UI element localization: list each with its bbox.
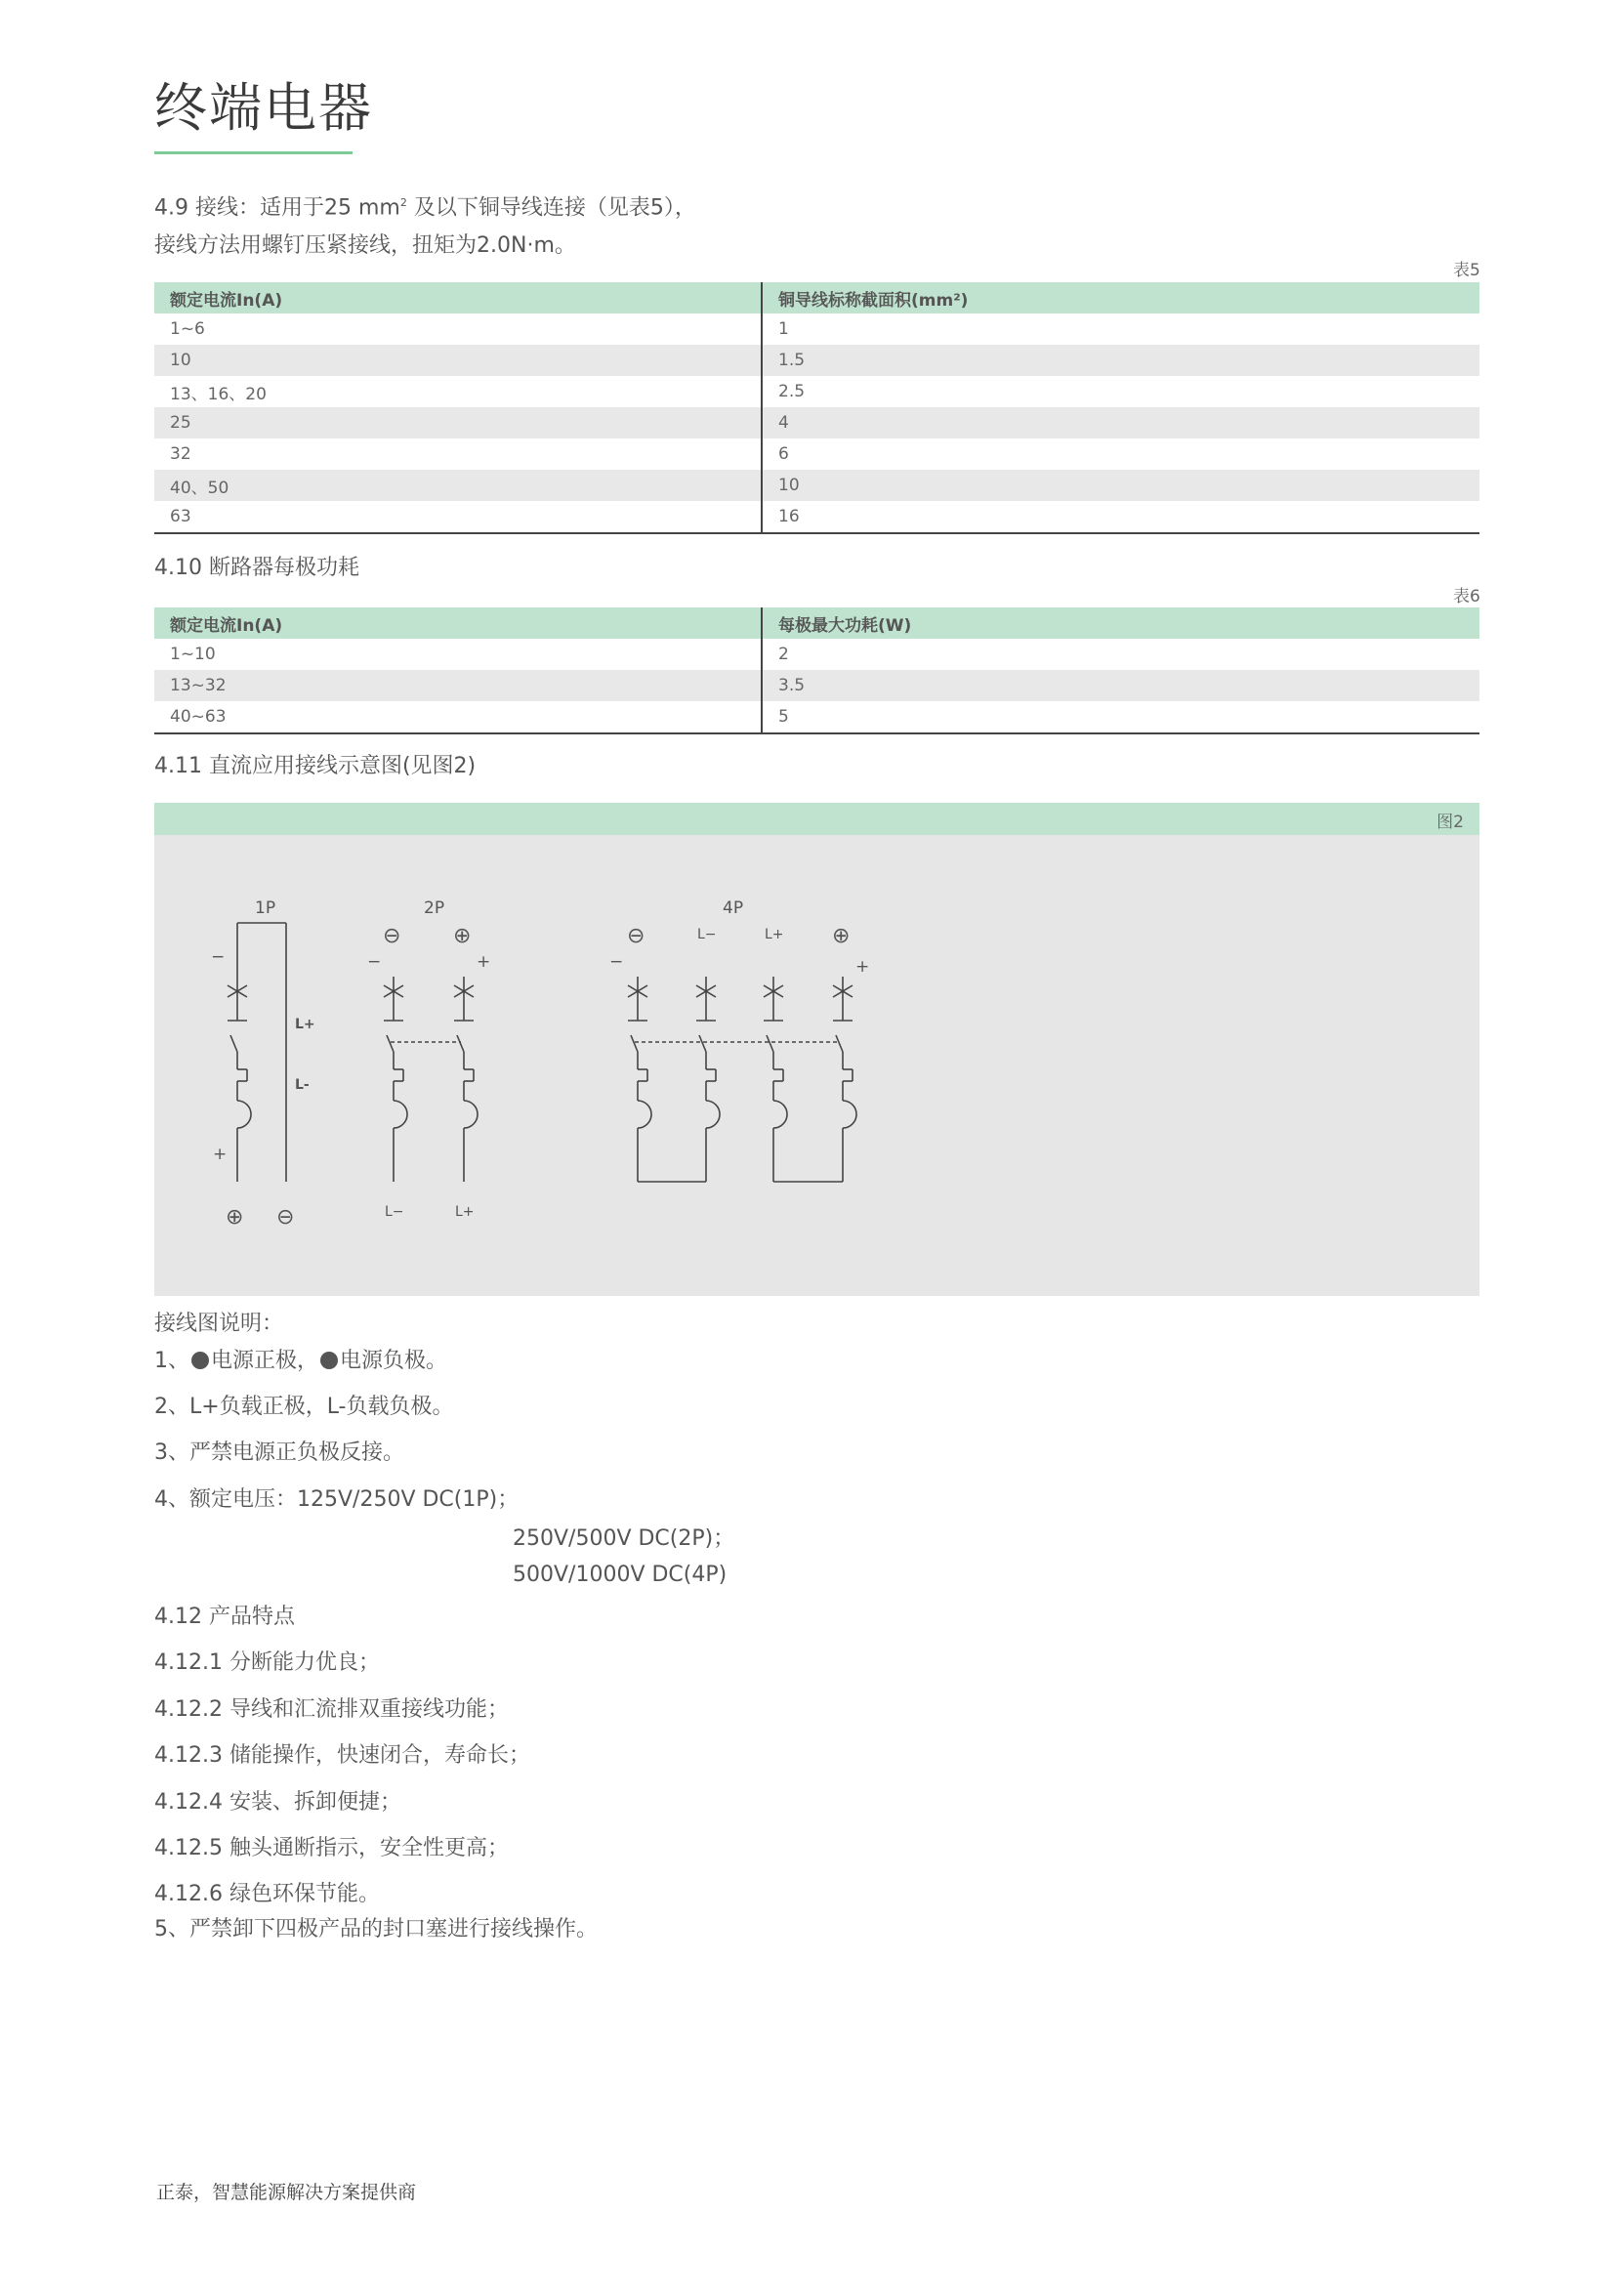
- wiring-note-4-2p: 250V/500V DC(2P)；: [513, 1526, 735, 1551]
- table-row: [154, 313, 1479, 345]
- diagram-1p-plus: +: [213, 1145, 228, 1164]
- table-cell: 1.5: [762, 345, 1479, 376]
- table-cell: 2: [778, 645, 789, 664]
- diagram-2p-title: 2P: [424, 898, 445, 918]
- diagram-4p-title: 4P: [723, 898, 744, 918]
- diagram-1p-minus: −: [211, 947, 226, 967]
- table-row: [154, 345, 1479, 376]
- table-cell: 5: [762, 701, 1479, 733]
- feature-item: 4.12.6 绿色环保节能。: [154, 1882, 380, 1906]
- table-cell: 40~63: [154, 701, 762, 733]
- feature-item: 4.12.5 触头通断指示，安全性更高；: [154, 1836, 509, 1860]
- table-cell: 63: [154, 501, 762, 533]
- diagram-4p-minus: −: [609, 952, 624, 972]
- diagram-4p-plus: +: [855, 957, 870, 977]
- table-cell: 1~6: [154, 313, 762, 345]
- wiring-notes-heading: 接线图说明：: [154, 1312, 284, 1336]
- diagram-2p-lplus: L+: [455, 1204, 475, 1220]
- table-header-row: [154, 282, 1479, 313]
- table-row: [154, 701, 1479, 733]
- diagram-2p-minus: −: [367, 952, 382, 972]
- table-row: [154, 670, 1479, 701]
- section-4-10-heading: 4.10 断路器每极功耗: [154, 556, 359, 580]
- table-header-row: [154, 607, 1479, 639]
- table5: [154, 282, 1479, 534]
- table-cell: 16: [762, 501, 1479, 533]
- table6: [154, 607, 1479, 734]
- table-row: [154, 407, 1479, 438]
- table-cell: 3.5: [762, 670, 1479, 701]
- table5-col1-header: 额定电流In(A): [154, 282, 762, 313]
- diagram-4p-terminal-plus: ⊕: [832, 924, 851, 948]
- diagram-4p-lplus: L+: [765, 927, 784, 942]
- table-cell: 1~10: [154, 639, 762, 670]
- diagram-1p-terminal-plus: ⊕: [226, 1205, 244, 1230]
- table-row: [154, 376, 1479, 407]
- section-4-9-line2: 接线方法用螺钉压紧接线，扭矩为2.0N·m。: [154, 233, 576, 258]
- table-row: [154, 639, 1479, 670]
- diagram-1p-lplus: L+: [295, 1017, 315, 1032]
- table-cell: 13、16、20: [154, 376, 762, 407]
- table6-col1-header: 额定电流In(A): [154, 607, 762, 639]
- diagram-1p-lminus: L-: [295, 1077, 310, 1093]
- filled-dot-icon: [320, 1352, 338, 1369]
- section-4-11-heading: 4.11 直流应用接线示意图(见图2): [154, 754, 477, 778]
- diagram-1p-title: 1P: [255, 898, 276, 918]
- diagram-1p-terminal-minus: ⊖: [276, 1205, 295, 1230]
- table-row: [154, 501, 1479, 533]
- table-row: [154, 470, 1479, 501]
- note-5: 5、严禁卸下四极产品的封口塞进行接线操作。: [154, 1917, 598, 1941]
- table-cell: 10: [762, 470, 1479, 501]
- feature-item: 4.12.4 安装、拆卸便捷；: [154, 1790, 401, 1815]
- table-cell: 6: [778, 444, 789, 464]
- table-cell: 40、50: [154, 470, 762, 501]
- page-title: 终端电器: [154, 77, 373, 139]
- footer-slogan: 正泰，智慧能源解决方案提供商: [156, 2182, 417, 2203]
- diagram-2p-terminal-minus: ⊖: [383, 924, 401, 948]
- table5-col2-header: 铜导线标称截面积(mm²): [762, 282, 1479, 313]
- table-cell: 13~32: [154, 670, 762, 701]
- wiring-note-1: 1、 电源正极， 电源负极。: [154, 1349, 448, 1373]
- wiring-diagram: [154, 835, 1479, 1296]
- table6-col2-header: 每极最大功耗(W): [762, 607, 1479, 639]
- filled-dot-icon: [191, 1352, 209, 1369]
- table-cell: 4: [762, 407, 1479, 438]
- section-4-9-line1: 4.9 接线：适用于25 $mm^2$ 及以下铜导线连接（见表5），: [154, 195, 696, 221]
- wiring-note-3: 3、严禁电源正负极反接。: [154, 1440, 404, 1465]
- wiring-note-2: 2、L+负载正极，L-负载负极。: [154, 1395, 454, 1419]
- diagram-2p-terminal-plus: ⊕: [453, 924, 472, 948]
- table-cell: 1: [778, 319, 789, 339]
- wiring-note-4: 4、额定电压：125V/250V DC(1P)；: [154, 1487, 520, 1512]
- diagram-4p-lminus: L−: [697, 927, 717, 942]
- feature-item: 4.12.2 导线和汇流排双重接线功能；: [154, 1697, 509, 1722]
- table-cell: 2.5: [778, 382, 806, 401]
- table-cell: 32: [154, 438, 762, 470]
- table6-label: 表6: [1453, 587, 1480, 606]
- diagram-4p-terminal-minus: ⊖: [627, 924, 645, 948]
- feature-item: 4.12.1 分断能力优良；: [154, 1650, 380, 1675]
- table5-label: 表5: [1453, 261, 1480, 280]
- table-cell: 25: [154, 407, 762, 438]
- figure2-header: [154, 803, 1479, 835]
- wiring-note-4-4p: 500V/1000V DC(4P): [513, 1563, 728, 1587]
- diagram-2p-lminus: L−: [385, 1204, 404, 1220]
- title-underline: [154, 151, 353, 154]
- table-cell: 10: [154, 345, 762, 376]
- diagram-2p-plus: +: [477, 952, 491, 972]
- figure2-label: 图2: [1436, 813, 1464, 832]
- table-row: [154, 438, 1479, 470]
- feature-item: 4.12.3 储能操作，快速闭合，寿命长；: [154, 1743, 530, 1768]
- features-heading: 4.12 产品特点: [154, 1605, 295, 1629]
